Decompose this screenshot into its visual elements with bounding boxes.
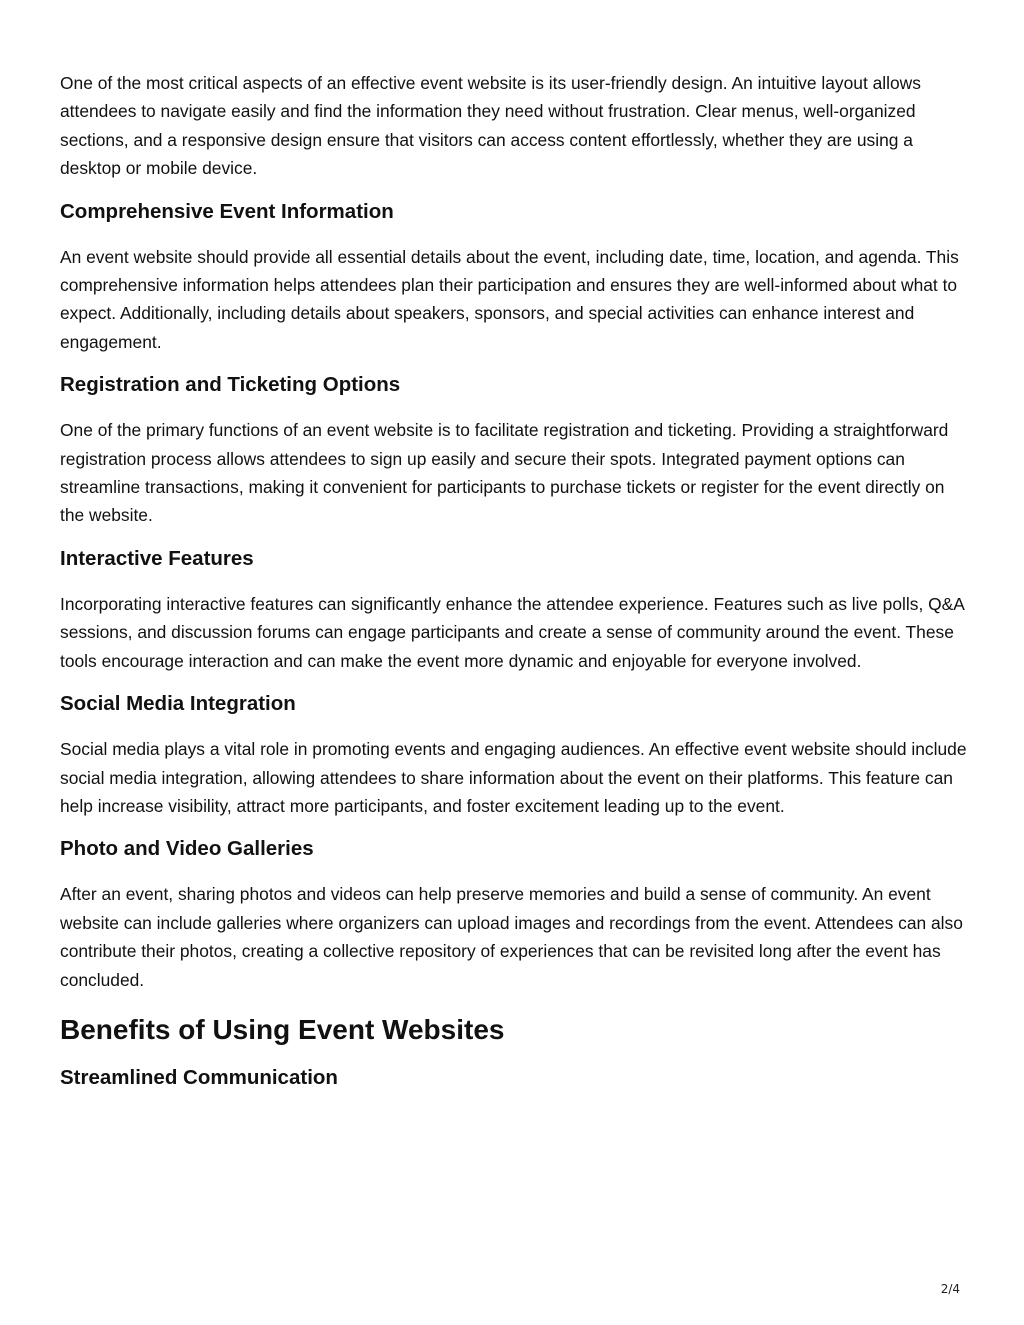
intro-paragraph: One of the most critical aspects of an effective event website is its user-friendly design. An intuitive layout allows attendees to navigate easily and find the information they need without frustration. Clear menus, well-organized sections, and a responsive design ensure that visitors can access content effortlessly, whether they are using a desktop or mobile device. xyxy=(60,73,921,179)
section-heading: Interactive Features xyxy=(60,546,254,570)
section-heading: Photo and Video Galleries xyxy=(60,837,314,861)
section-heading: Registration and Ticketing Options xyxy=(60,373,401,397)
main-heading: Benefits of Using Event Websites xyxy=(60,1013,505,1045)
section-interactive-features xyxy=(60,546,970,675)
section-body: Social media plays a vital role in promoting events and engaging audiences. An effective event website should include social media integration, allowing attendees to share information about the event on their platforms. This feature can help increase visibility, attract more participants, and foster excitement leading up to the event. xyxy=(60,739,967,816)
section-comprehensive-info xyxy=(60,199,970,357)
sub-heading: Streamlined Communication xyxy=(60,1065,338,1089)
section-registration xyxy=(60,372,970,530)
document-page xyxy=(60,69,970,1109)
section-body: Incorporating interactive features can significantly enhance the attendee experience. Features such as live polls, Q&A sessions, and discussion forums can engage participants and create a sense of community around the event. These tools encourage interaction and can make the event more dynamic and enjoyable for everyone involved. xyxy=(60,593,964,671)
page-number: 2/4 xyxy=(940,1282,960,1296)
section-galleries xyxy=(60,836,970,994)
section-social-media xyxy=(60,691,970,820)
section-body: One of the primary functions of an event website is to facilitate registration and ticketing. Providing a straightforward registration process allows attendees to sign up easily and secure their spots. Integrated payment options can streamline transactions, making it convenient for participants to purchase tickets or register for the event directly on the website. xyxy=(60,420,949,526)
section-body: An event website should provide all essential details about the event, including date, time, location, and agenda. This comprehensive information helps attendees plan their participation and ensures they are well-informed about what to expect. Additionally, including details about speakers, sponsors, and special activities can enhance interest and engagement. xyxy=(60,246,959,352)
section-heading: Comprehensive Event Information xyxy=(60,199,394,223)
section-heading: Social Media Integration xyxy=(60,692,296,716)
section-body: After an event, sharing photos and videos can help preserve memories and build a sense of community. An event website can include galleries where organizers can upload images and recordings from the event. Attendees can also contribute their photos, creating a collective repository of experiences that can be revisited long after the event has concluded. xyxy=(60,884,963,990)
